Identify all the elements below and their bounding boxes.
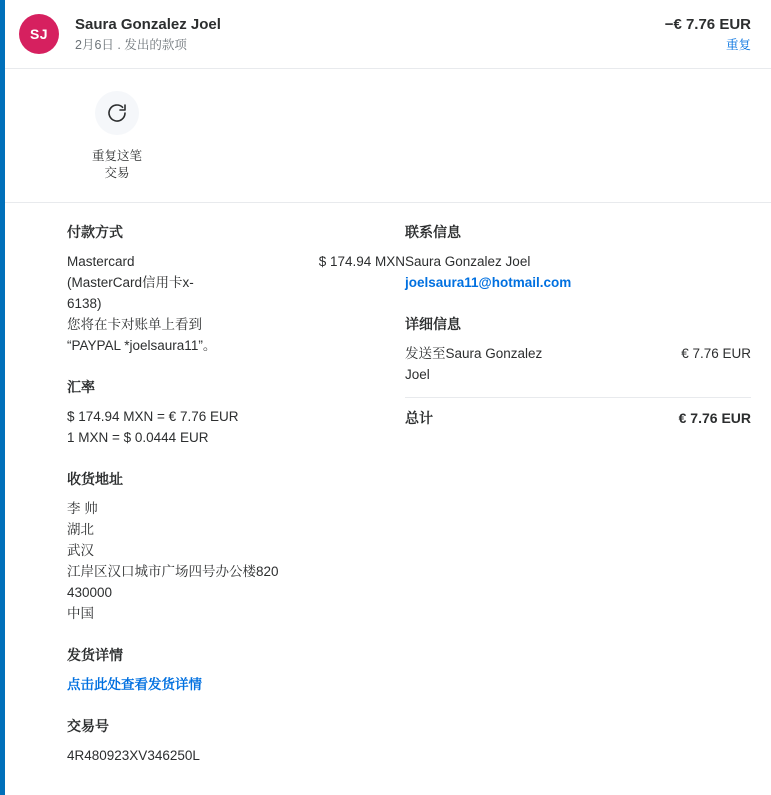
transaction-body — [5, 203, 771, 795]
address-line: 李 帅 — [67, 501, 98, 516]
payment-method-card — [67, 251, 257, 314]
left-column — [5, 223, 405, 788]
card-desc-line2: 6138) — [67, 296, 102, 311]
header-text-block — [59, 14, 665, 54]
detail-row-label-line1: 发送至Saura Gonzalez — [405, 346, 543, 361]
total-label: 总计 — [405, 410, 433, 426]
payment-method-title: 付款方式 — [67, 224, 123, 240]
exchange-rate-title: 汇率 — [67, 379, 95, 395]
details-divider — [405, 397, 751, 398]
payment-method-section — [67, 223, 405, 356]
payment-method-amount: $ 174.94 MXN — [318, 254, 405, 269]
right-column — [405, 223, 751, 788]
detail-row-label-line2: Joel — [405, 367, 430, 382]
refresh-icon — [95, 91, 139, 135]
counterparty-name: Saura Gonzalez Joel — [75, 16, 221, 33]
contact-info-title: 联系信息 — [405, 224, 461, 240]
avatar: SJ — [19, 14, 59, 54]
header-amount-block — [665, 14, 751, 54]
total-row — [405, 408, 751, 428]
transaction-date-type: 2月6日 . 发出的款项 — [75, 38, 187, 52]
repeat-transaction-link[interactable]: 重复 — [725, 38, 751, 52]
address-line: 430000 — [67, 585, 113, 600]
statement-note-line1: 您将在卡对账单上看到 — [67, 317, 202, 332]
address-line: 湖北 — [67, 522, 94, 537]
detail-row — [405, 343, 751, 385]
shipping-address-title: 收货地址 — [67, 471, 123, 487]
shipping-details-link[interactable]: 点击此处查看发货详情 — [67, 677, 202, 692]
contact-name: Saura Gonzalez Joel — [405, 254, 531, 269]
details-title: 详细信息 — [405, 316, 461, 332]
detail-row-value: € 7.76 EUR — [681, 346, 751, 361]
transaction-card — [5, 0, 771, 795]
transaction-id-value: 4R480923XV346250L — [67, 748, 200, 763]
repeat-action-label-line1: 重复这笔 — [91, 149, 142, 163]
contact-info-section — [405, 223, 751, 293]
shipping-address-section — [67, 470, 405, 624]
payment-method-row — [67, 251, 405, 314]
shipping-details-title: 发货详情 — [67, 647, 123, 663]
details-section — [405, 315, 751, 428]
address-line: 江岸区汉口城市广场四号办公楼820 — [67, 564, 279, 579]
address-line: 武汉 — [67, 543, 94, 558]
address-line: 中国 — [67, 606, 94, 621]
exchange-rate-line2: 1 MXN = $ 0.0444 EUR — [67, 430, 209, 445]
exchange-rate-line1: $ 174.94 MXN = € 7.76 EUR — [67, 409, 239, 424]
card-desc-line1: (MasterCard信用卡x- — [67, 275, 194, 290]
repeat-action-label-line2: 交易 — [104, 166, 130, 180]
shipping-details-section — [67, 646, 405, 695]
transaction-id-section — [67, 717, 405, 766]
card-brand: Mastercard — [67, 254, 135, 269]
repeat-transaction-button[interactable] — [57, 91, 177, 182]
contact-email-link[interactable]: joelsaura11@hotmail.com — [405, 275, 572, 290]
statement-note-line2: “PAYPAL *joelsaura11”。 — [67, 338, 217, 353]
detail-row-label — [405, 343, 542, 385]
transaction-id-title: 交易号 — [67, 718, 109, 734]
transaction-header — [5, 0, 771, 69]
transaction-amount: −€ 7.76 EUR — [664, 16, 751, 33]
action-strip — [5, 69, 771, 203]
total-value: € 7.76 EUR — [678, 410, 751, 426]
exchange-rate-section — [67, 378, 405, 448]
